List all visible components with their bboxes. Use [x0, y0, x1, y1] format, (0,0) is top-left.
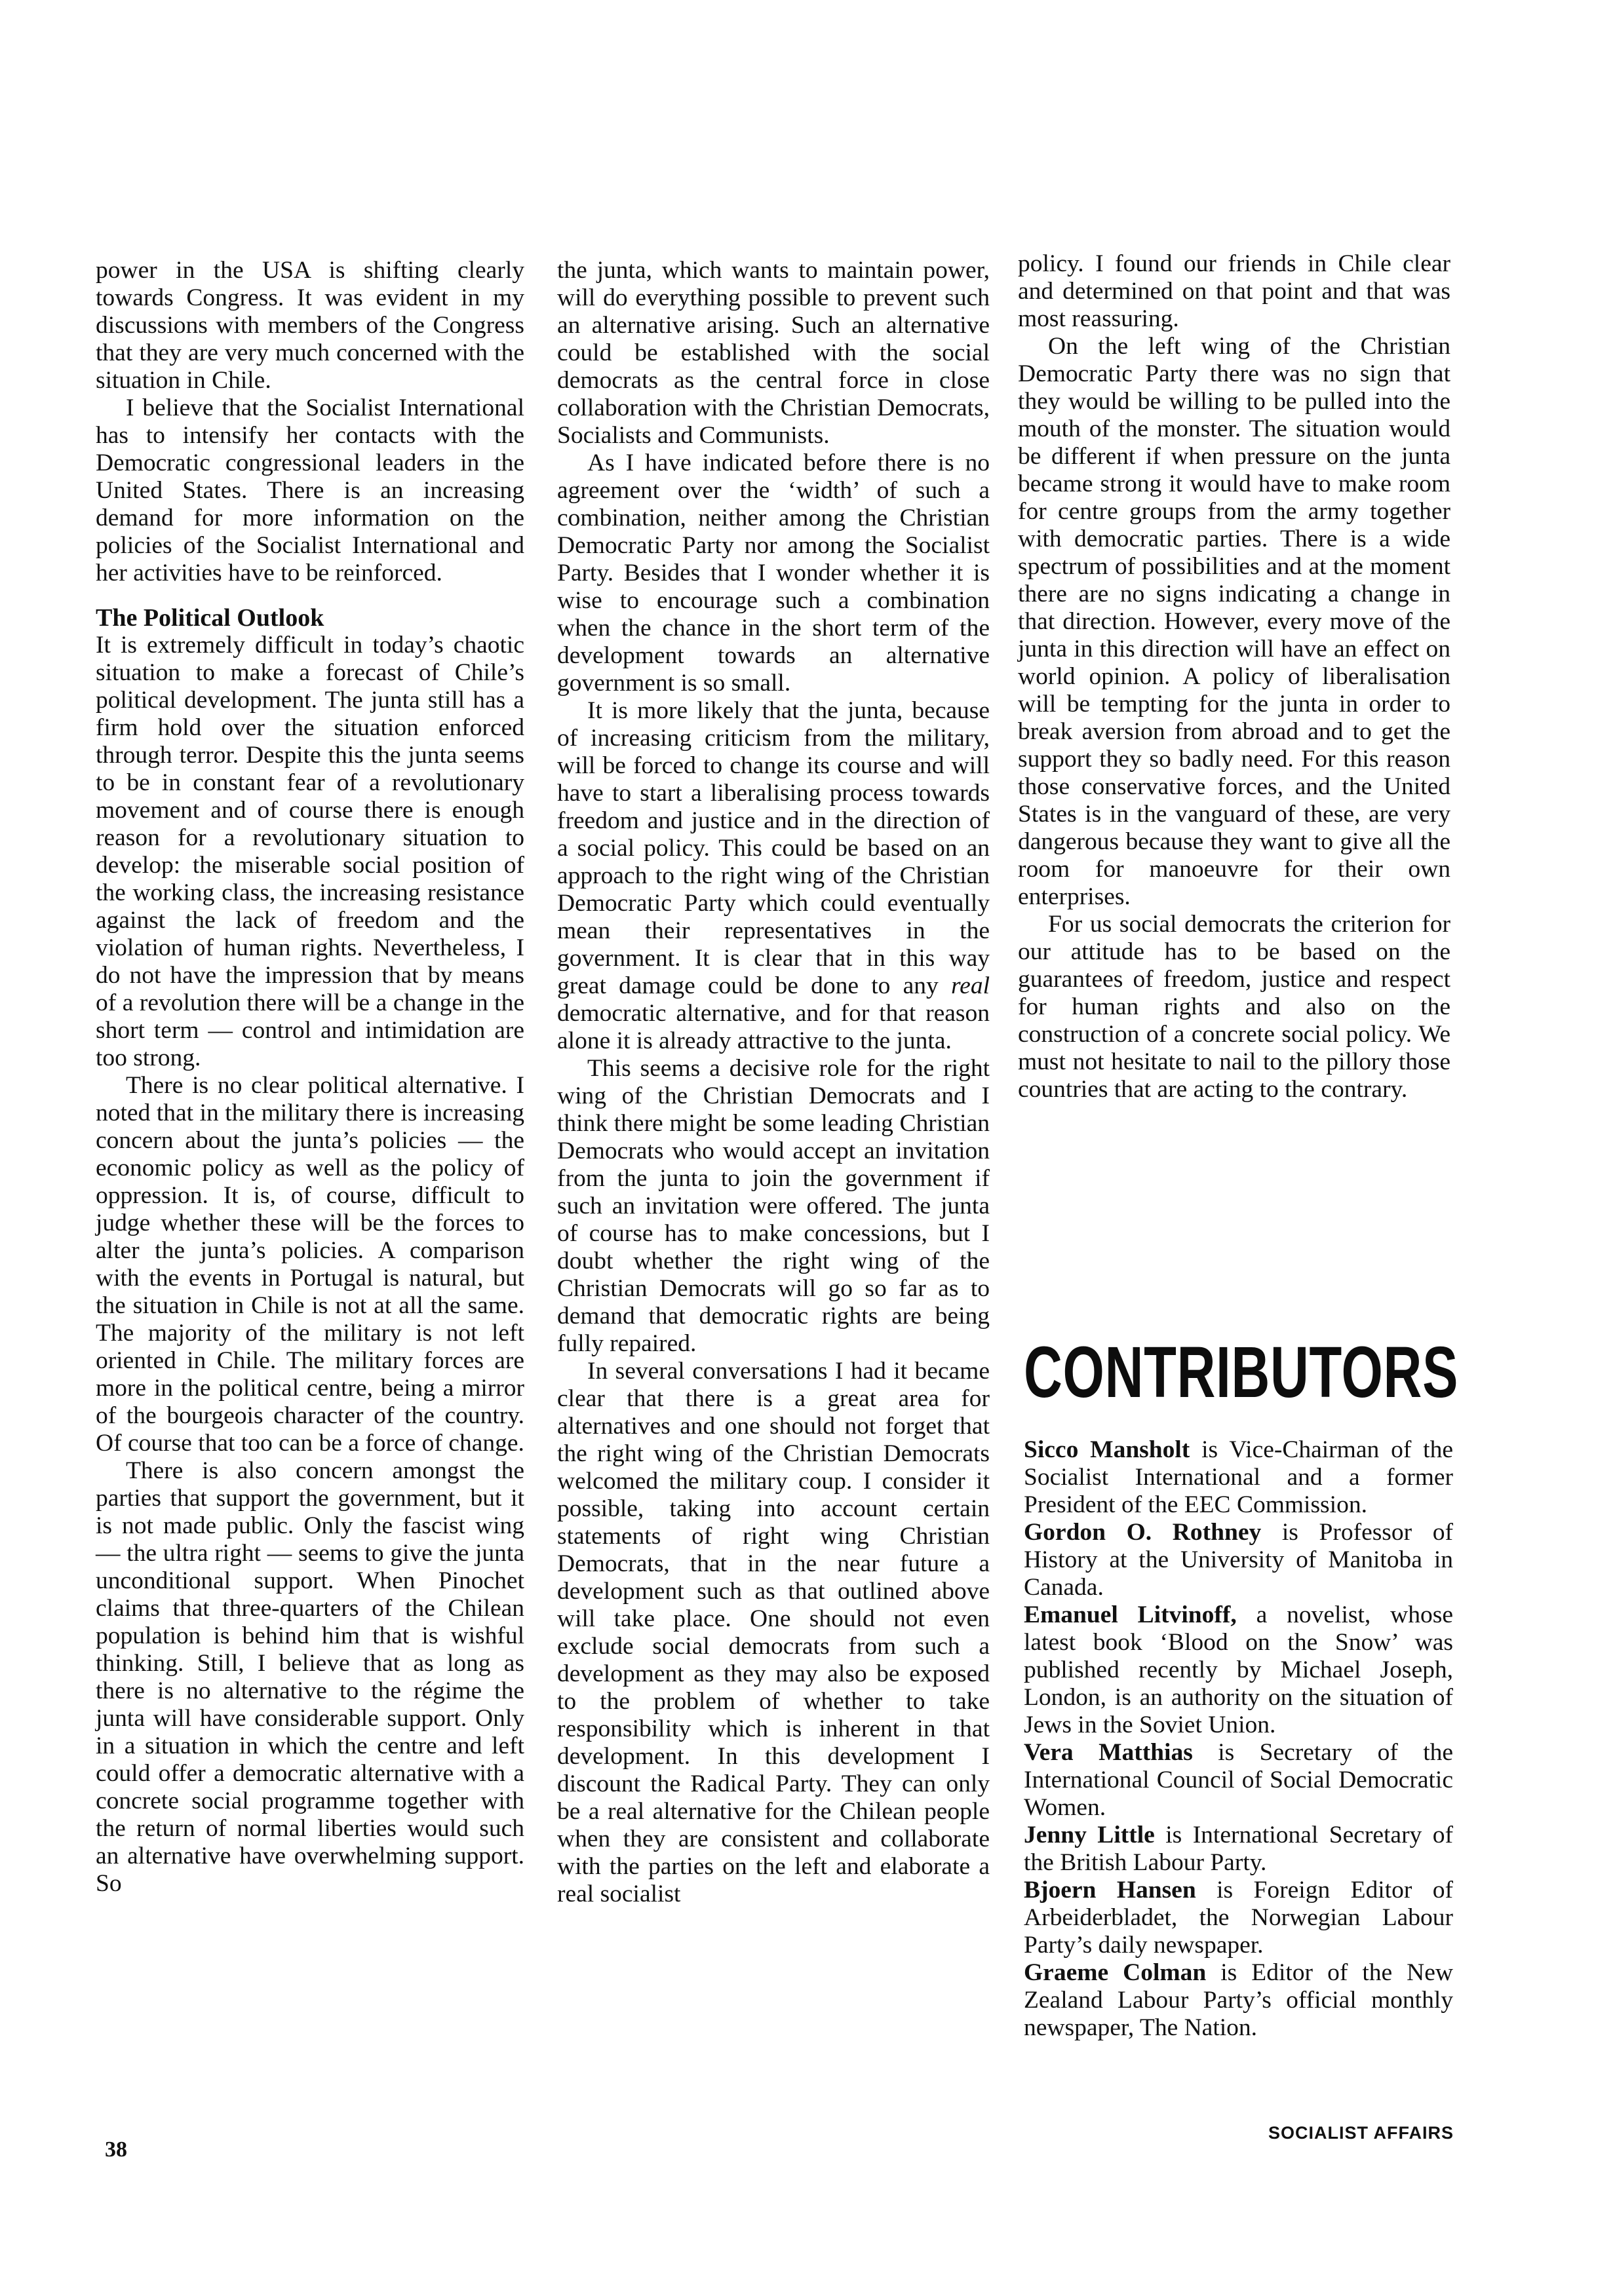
contributor-name: Bjoern Hansen — [1024, 1877, 1196, 1904]
contributor-entry — [1024, 1739, 1453, 1822]
contributor-entry — [1024, 1959, 1453, 2042]
paragraph: the junta, which wants to maintain power, will do everything possible to prevent such an alternative arising. Such an alternative could be established with the social democrats as the central force in close collaboration with the Christian Democrats, Socialists and Communists. — [557, 257, 990, 449]
contributor-name: Emanuel Litvinoff, — [1024, 1601, 1237, 1628]
paragraph: On the left wing of the Christian Democratic Party there was no sign that they would be willing to be pulled into the mouth of the monster. The situation would be different if when pressure on the junta became strong it would have to make room for centre groups from the army together with democratic parties. There is a wide spectrum of possibilities and at the moment there are no signs indicating a change in that direction. However, every move of the junta in this direction will have an effect on world opinion. A policy of liberalisation will be tempting for the junta in order to break aversion from abroad and to get the support they so badly need. For this reason those conservative forces, and the United States is in the vanguard of these, are very dangerous because they want to give all the room for manoeuvre for their own enterprises. — [1018, 333, 1450, 910]
contributor-bio: is Foreign Editor of Arbeiderbladet, the Norwegian Labour Party’s daily newspaper. — [1024, 1877, 1454, 1959]
contributors-list — [1024, 1436, 1453, 2042]
paragraph: power in the USA is shifting clearly towards Congress. It was evident in my discussions with members of the Congress that they are very much concerned with the situation in Chile. — [96, 257, 524, 394]
contributor-entry — [1024, 1822, 1453, 1877]
contributor-name: Vera Matthias — [1024, 1739, 1193, 1766]
contributor-entry — [1024, 1877, 1453, 1959]
contributor-bio: is International Secretary of the British Labour Party. — [1024, 1822, 1453, 1876]
section-heading: The Political Outlook — [96, 604, 324, 632]
contributor-bio: is Vice-Chairman of the Socialist International and a former President of the EEC Commission. — [1024, 1436, 1453, 1518]
contributor-bio: a novelist, whose latest book ‘Blood on the Snow’ was published recently by Michael Joseph, London, is an authority on the situation of Jews in the Soviet Union. — [1024, 1601, 1453, 1738]
contributor-bio: is Secretary of the International Council of Social Democratic Women. — [1024, 1739, 1454, 1821]
paragraph: There is no clear political alternative. I noted that in the military there is increasing concern about the junta’s policies — the economic policy as well as the policy of oppression. It is, of course, difficult to judge whether these will be the forces to alter the junta’s policies. A comparison with the events in Portugal is natural, but the situation in Chile is not at all the same. The majority of the military is not left oriented in Chile. The military forces are more in the political centre, being a mirror of the bourgeois character of the country. Of course that too can be a force of change. — [96, 1072, 524, 1457]
contributor-entry — [1024, 1519, 1453, 1601]
publication-title: SOCIALIST AFFAIRS — [1268, 2123, 1454, 2143]
paragraph: As I have indicated before there is no agreement over the ‘width’ of such a combination, neither among the Christian Democratic Party nor among the Socialist Party. Besides that I wonder whether it is wise to encourage such a combination when the chance in the short term of the development towards an alternative government is so small. — [557, 450, 990, 697]
contributor-name: Graeme Colman — [1024, 1959, 1207, 1986]
paragraph — [557, 697, 990, 1055]
paragraph: In several conversations I had it became clear that there is a great area for alternatives and one should not forget that the right wing of the Christian Democrats welcomed the military coup. I consider it possible, taking into account certain statements of right wing Christian Democrats, that in the near future a development such as that outlined above will take place. One should not even exclude social democrats from such a development as they may also be exposed to the problem of whether to take responsibility which is inherent in that development. In this development I discount the Radical Party. They can only be a real alternative for the Chilean people when they are consistent and collaborate with the parties on the left and elaborate a real socialist — [557, 1358, 990, 1907]
article-column-1 — [96, 257, 524, 1898]
contributor-name: Jenny Little — [1024, 1822, 1155, 1848]
article-column-3 — [1018, 250, 1450, 1103]
contributor-name: Sicco Mansholt — [1024, 1436, 1190, 1463]
paragraph-text: It is more likely that the junta, because of increasing criticism from the military, will be forced to change its course and will have to start a liberalising process towards freedom and justice and in the direction of a social policy. This could be based on an approach to the right wing of the Christian Democratic Party which could eventually mean their representatives in the government. It is clear that in this way great damage could be done to any — [557, 697, 990, 999]
paragraph: I believe that the Socialist International has to intensify her contacts with the Democratic congressional leaders in the United States. There is an increasing demand for more information on the policies of the Socialist International and her activities have to be reinforced. — [96, 394, 524, 586]
emphasis-text: real — [950, 972, 990, 999]
paragraph: It is extremely difficult in today’s chaotic situation to make a forecast of Chile’s political development. The junta still has a firm hold over the situation enforced through terror. Despite this the junta seems to be in constant fear of a revolutionary movement and of course there is enough reason for a revolutionary situation to develop: the miserable social position of the working class, the increasing resistance against the lack of freedom and the violation of human rights. Nevertheless, I do not have the impression that by means of a revolution there will be a change in the short term — control and intimidation are too strong. — [96, 632, 524, 1071]
contributors-heading: CONTRIBUTORS — [1024, 1332, 1459, 1413]
contributor-entry — [1024, 1601, 1453, 1739]
paragraph-text: democratic alternative, and for that reason alone it is already attractive to the junta. — [557, 1000, 990, 1054]
article-column-2 — [557, 257, 990, 1908]
paragraph: policy. I found our friends in Chile clear and determined on that point and that was most reassuring. — [1018, 250, 1450, 332]
contributor-bio: is Editor of the New Zealand Labour Party’s official monthly newspaper, The Nation. — [1024, 1959, 1453, 2041]
contributor-entry — [1024, 1436, 1453, 1519]
contributor-name: Gordon O. Rothney — [1024, 1519, 1262, 1546]
contributor-bio: is Professor of History at the University of Manitoba in Canada. — [1024, 1519, 1453, 1601]
paragraph: There is also concern amongst the parties that support the government, but it is not made public. Only the fascist wing — the ultra right — seems to give the junta unconditional support. When Pinochet claims that three-quarters of the Chilean population is behind him that is wishful thinking. Still, I believe that as long as there is no alternative to the régime the junta will have considerable support. Only in a situation in which the centre and left could offer a democratic alternative with a concrete social programme together with the return of normal liberties would such an alternative have overwhelming support. So — [96, 1457, 524, 1897]
paragraph: This seems a decisive role for the right wing of the Christian Democrats and I think there might be some leading Christian Democrats who would accept an invitation from the junta to join the government if such an invitation were offered. The junta of course has to make concessions, but I doubt whether the right wing of the Christian Democrats will go so far as to demand that democratic rights are being fully repaired. — [557, 1055, 990, 1357]
paragraph: For us social democrats the criterion for our attitude has to be based on the guarantees of freedom, justice and respect for human rights and also on the construction of a concrete social policy. We must not hesitate to nail to the pillory those countries that are acting to the contrary. — [1018, 911, 1450, 1103]
page-number: 38 — [105, 2137, 127, 2162]
